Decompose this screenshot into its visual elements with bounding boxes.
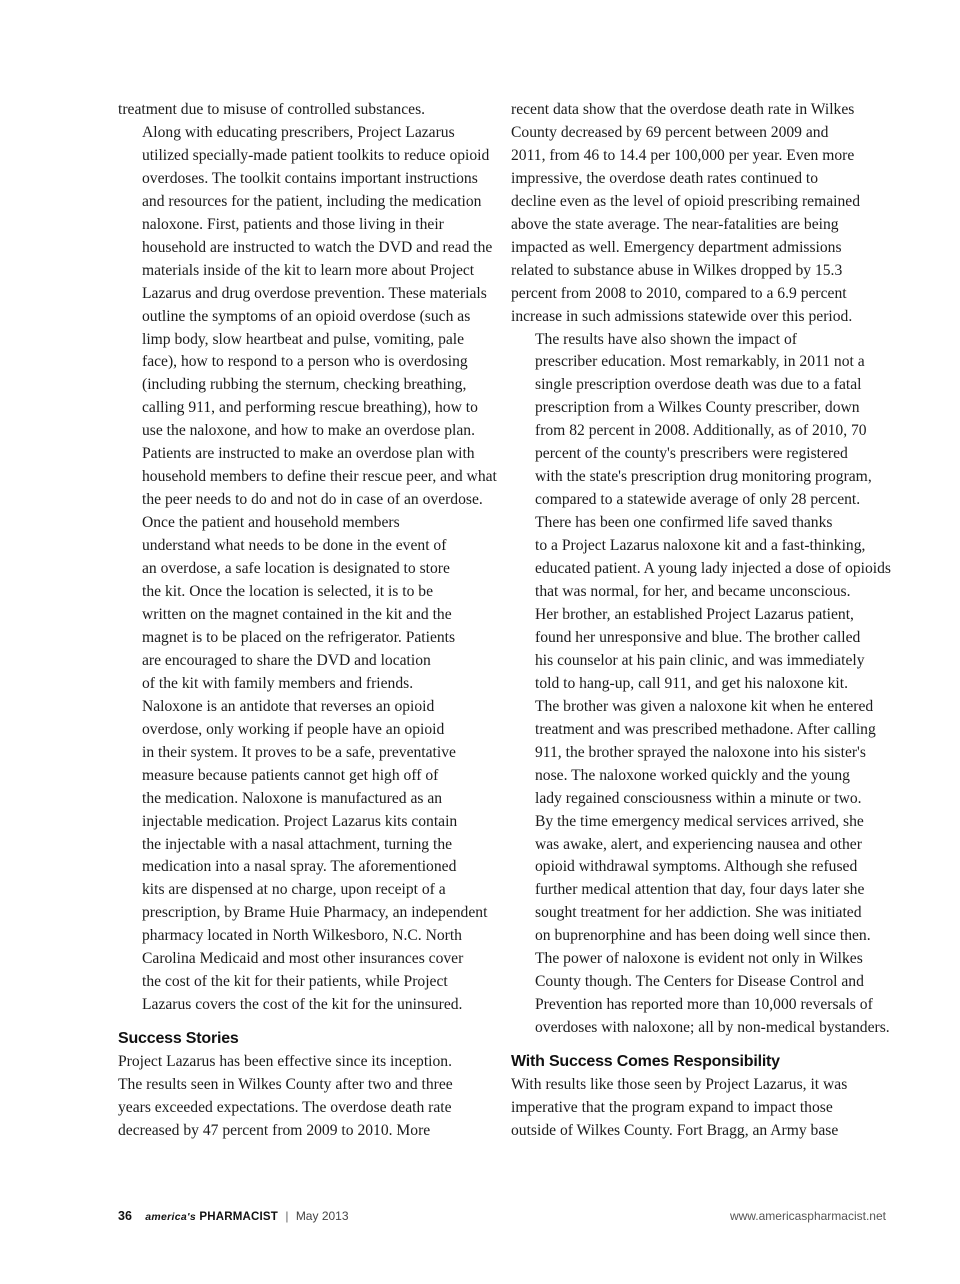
text-line: single prescription overdose death was due to a fatal [535,376,862,394]
text-line: Lazarus covers the cost of the kit for the uninsured. [142,996,463,1014]
paragraph [511,99,885,329]
text-line: and resources for the patient, including the medication [142,192,482,210]
text-line: years exceeded expectations. The overdose death rate [118,1098,452,1116]
paragraph [118,1051,492,1143]
page-footer [118,1209,886,1229]
text-line: Project Lazarus has been effective since its inception. [118,1053,452,1071]
paragraph [118,122,497,512]
text-line: outside of Wilkes County. Fort Bragg, an Army base [511,1121,839,1139]
text-line: The power of naloxone is evident not only in Wilkes [535,950,863,968]
text-line: on buprenorphine and has been doing well since then. [535,927,871,945]
text-line: his counselor at his pain clinic, and was immediately [535,651,865,669]
text-line: an overdose, a safe location is designated to store [142,560,450,578]
text-line: impacted as well. Emergency department admissions [511,238,842,256]
paragraph [511,948,890,1040]
text-line: increase in such admissions statewide over this period. [511,307,853,325]
text-line: County decreased by 69 percent between 2009 and [511,123,829,141]
website-url: www.americaspharmacist.net [729,1209,886,1223]
paragraph [118,512,492,696]
text-line: recent data show that the overdose death rate in Wilkes [511,101,855,118]
text-line: materials inside of the kit to learn more about Project [142,261,475,279]
text-line: further medical attention that day, four days later she [535,881,865,899]
text-line: nose. The naloxone worked quickly and the young [535,766,850,784]
text-line: the medication. Naloxone is manufactured as an [142,789,443,807]
footer-publication [118,1209,349,1223]
text-line: household members to define their rescue peer, and what [142,468,497,486]
paragraph [118,99,492,122]
text-line: pharmacy located in North Wilkesboro, N.C. North [142,927,462,945]
paragraph [511,512,891,948]
text-line: overdoses. The toolkit contains important instructions [142,169,478,187]
text-line: above the state average. The near-fatalities are being [511,215,839,233]
text-line: prescription, by Brame Huie Pharmacy, an independent [142,904,488,922]
text-line: told to hang-up, call 911, and get his naloxone kit. [535,674,848,692]
issue-date: May 2013 [295,1209,349,1223]
text-line: treatment and was prescribed methadone. After calling [535,720,876,738]
text-line: Along with educating prescribers, Project Lazarus [142,123,455,141]
left-column [118,99,497,1143]
text-line: to a Project Lazarus naloxone kit and a fast-thinking, [535,537,866,555]
text-line: percent from 2008 to 2010, compared to a 6.9 percent [511,284,847,302]
text-line: By the time emergency medical services arrived, she [535,812,864,830]
text-line: With results like those seen by Project Lazarus, it was [511,1076,848,1094]
text-line: medication into a nasal spray. The aforementioned [142,858,457,876]
text-line: Her brother, an established Project Lazarus patient, [535,605,854,623]
text-line: 911, the brother sprayed the naloxone into his sister's [535,743,866,761]
text-line: related to substance abuse in Wilkes dropped by 15.3 [511,261,843,279]
paragraph [118,696,492,1017]
text-line: calling 911, and performing rescue breathing), how to [142,399,478,417]
text-line: outline the symptoms of an opioid overdose (such as [142,307,471,325]
text-line: use the naloxone, and how to make an overdose plan. [142,422,476,440]
text-line: the cost of the kit for their patients, while Project [142,973,448,991]
text-line: kits are dispensed at no charge, upon receipt of a [142,881,446,899]
text-line: Prevention has reported more than 10,000 reversals of [535,996,873,1014]
paragraph [511,329,885,513]
text-line: impressive, the overdose death rates continued to [511,169,819,187]
text-line: naloxone. First, patients and those living in their [142,215,444,233]
text-line: County though. The Centers for Disease Control and [535,973,864,991]
text-line: the kit. Once the location is selected, it is to be [142,583,434,601]
right-column [511,99,891,1143]
text-line: compared to a statewide average of only 28 percent. [535,491,861,509]
text-line: the injectable with a nasal attachment, turning the [142,835,453,853]
text-line: lady regained consciousness within a minute or two. [535,789,862,807]
text-line: overdoses with naloxone; all by non-medical bystanders. [535,1019,890,1037]
text-line: Naloxone is an antidote that reverses an opioid [142,697,435,715]
text-line: utilized specially-made patient toolkits to reduce opioid [142,146,490,164]
text-line: opioid withdrawal symptoms. Although she refused [535,858,858,876]
text-line: Lazarus and drug overdose prevention. These materials [142,284,487,302]
text-line: measure because patients cannot get high off of [142,766,439,784]
text-line: decreased by 47 percent from 2009 to 2010. More [118,1121,431,1139]
text-line: prescriber education. Most remarkably, in 2011 not a [535,353,865,371]
text-line: with the state's prescription drug monitoring program, [535,468,872,486]
text-line: sought treatment for her addiction. She was initiated [535,904,862,922]
magazine-name: PHARMACIST [199,1211,278,1223]
text-line: from 82 percent in 2008. Additionally, as of 2010, 70 [535,422,867,440]
text-line: the peer needs to do and not do in case of an overdose. [142,491,483,509]
text-line: Patients are instructed to make an overdose plan with [142,445,475,463]
section-heading: Success Stories [118,1030,239,1048]
text-line: written on the magnet contained in the kit and the [142,605,452,623]
text-line: prescription from a Wilkes County prescriber, down [535,399,860,417]
text-line: injectable medication. Project Lazarus kits contain [142,812,458,830]
text-line: household are instructed to watch the DVD and read the [142,238,493,256]
text-line: There has been one confirmed life saved thanks [535,514,833,532]
footer-separator: | [285,1209,289,1223]
text-line: understand what needs to be done in the event of [142,537,447,555]
text-line: 2011, from 46 to 14.4 per 100,000 per year. Even more [511,146,855,164]
text-line: The results seen in Wilkes County after two and three [118,1076,453,1094]
text-line: found her unresponsive and blue. The brother called [535,628,861,646]
text-line: percent of the county's prescribers were registered [535,445,848,463]
text-line: The brother was given a naloxone kit when he entered [535,697,874,715]
text-line: educated patient. A young lady injected a dose of opioids [535,560,891,578]
page-number: 36 [118,1209,132,1223]
text-line: limp body, slow heartbeat and pulse, vomiting, pale [142,330,465,348]
text-line: The results have also shown the impact of [535,330,797,348]
text-line: in their system. It proves to be a safe, preventative [142,743,456,761]
paragraph [511,1074,885,1143]
text-line: that was normal, for her, and became unconscious. [535,583,851,601]
text-line: Carolina Medicaid and most other insurances cover [142,950,464,968]
text-line: overdose, only working if people have an opioid [142,720,445,738]
text-line: magnet is to be placed on the refrigerator. Patients [142,628,456,646]
magazine-name-prefix: america's [145,1211,196,1223]
text-line: are encouraged to share the DVD and location [142,651,431,669]
text-line: decline even as the level of opioid prescribing remained [511,192,860,210]
text-line: of the kit with family members and friends. [142,674,414,692]
text-line: (including rubbing the sternum, checking breathing, [142,376,467,394]
text-line: face), how to respond to a person who is overdosing [142,353,468,371]
text-line: was awake, alert, and experiencing nausea and other [535,835,862,853]
text-line: Once the patient and household members [142,514,400,532]
text-line: treatment due to misuse of controlled substances. [118,101,426,118]
text-line: imperative that the program expand to impact those [511,1098,833,1116]
section-heading: With Success Comes Responsibility [511,1053,780,1071]
